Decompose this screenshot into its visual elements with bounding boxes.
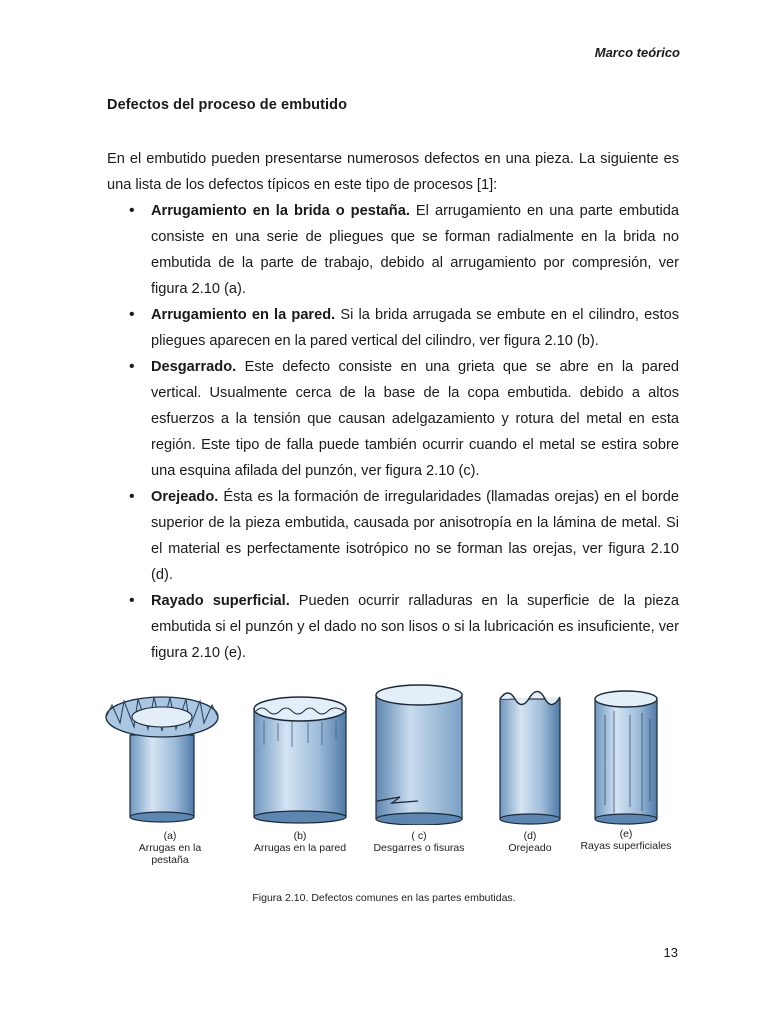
panel-letter: (d) <box>523 830 537 842</box>
panel-letter: (a) <box>163 830 177 842</box>
defect-description: El arrugamiento en una parte embutida consiste en una serie de pliegues que se forman radialmente en la brida no embutida de la parte de trabajo, debido al arrugamiento por compresión, ver figura 2.10 (a). <box>151 203 679 297</box>
defect-term: Rayado superficial. <box>151 593 290 609</box>
panel-caption-c <box>369 830 469 854</box>
figure-illustration <box>100 675 680 825</box>
defect-term: Arrugamiento en la pared. <box>151 307 336 323</box>
bullet-icon: • <box>129 488 135 505</box>
intro-paragraph: En el embutido pueden presentarse numerosos defectos en una pieza. La siguiente es una lista de los defectos típicos en este tipo de procesos [1]: <box>107 151 679 193</box>
cup-a-flange-wrinkles <box>106 697 218 822</box>
cup-d-earing <box>500 691 560 824</box>
section-title: Defectos del proceso de embutido <box>107 97 348 113</box>
defect-description: Ésta es la formación de irregularidades (llamadas orejas) en el borde superior de la pieza embutida, causada por anisotropía en la lámina de metal. Si el material es perfectamente isotrópico no se forman las orejas, ver figura 2.10 (d). <box>151 489 679 583</box>
figure-caption: Figura 2.10. Defectos comunes en las partes embutidas. <box>252 892 516 904</box>
page-number: 13 <box>663 945 678 960</box>
list-item <box>129 484 679 588</box>
panel-label: Orejeado <box>508 842 552 854</box>
panel-caption-d <box>480 830 580 854</box>
defect-description: Pueden ocurrir ralladuras en la superficie de la pieza embutida si el punzón y el dado no son lisos o si la lubricación es insuficiente, ver figura 2.10 (e). <box>151 593 679 661</box>
panel-label: Rayas superficiales <box>580 840 672 852</box>
defect-list <box>107 198 679 666</box>
cup-c-tearing <box>376 685 462 825</box>
defect-description: Si la brida arrugada se embute en el cilindro, estos pliegues aparecen en la pared vertical del cilindro, ver figura 2.10 (b). <box>151 307 679 349</box>
panel-letter: ( c) <box>411 830 427 842</box>
panel-label: Arrugas en la pared <box>253 842 347 854</box>
list-item <box>129 354 679 484</box>
defect-description: Este defecto consiste en una grieta que se abre en la pared vertical. Usualmente cerca de la base de la copa embutida. debido a altos esfuerzos a la tensión que causan adelgazamiento y rotura del metal en esta región. Este tipo de falla puede también ocurrir cuando el metal se estira sobre una esquina afilada del punzón, ver figura 2.10 (c). <box>151 359 679 479</box>
defect-term: Arrugamiento en la brida o pestaña. <box>151 203 410 219</box>
panel-letter: (e) <box>619 828 633 840</box>
defect-term: Desgarrado. <box>151 359 237 375</box>
panel-label: Arrugas en la pestaña <box>138 842 202 866</box>
bullet-icon: • <box>129 592 135 609</box>
panel-letter: (b) <box>293 830 307 842</box>
bullet-icon: • <box>129 202 135 219</box>
panel-caption-e <box>579 828 673 852</box>
cup-e-surface-scratches <box>595 691 657 824</box>
figure-defects <box>100 675 680 875</box>
body-text <box>107 146 679 666</box>
bullet-icon: • <box>129 358 135 375</box>
list-item <box>129 588 679 666</box>
running-head: Marco teórico <box>594 45 680 60</box>
defect-term: Orejeado. <box>151 489 219 505</box>
panel-caption-a <box>120 830 220 866</box>
cup-b-wall-wrinkles <box>254 697 346 823</box>
panel-label: Desgarres o fisuras <box>373 842 465 854</box>
bullet-icon: • <box>129 306 135 323</box>
list-item <box>129 198 679 302</box>
list-item <box>129 302 679 354</box>
panel-caption-b <box>250 830 350 854</box>
